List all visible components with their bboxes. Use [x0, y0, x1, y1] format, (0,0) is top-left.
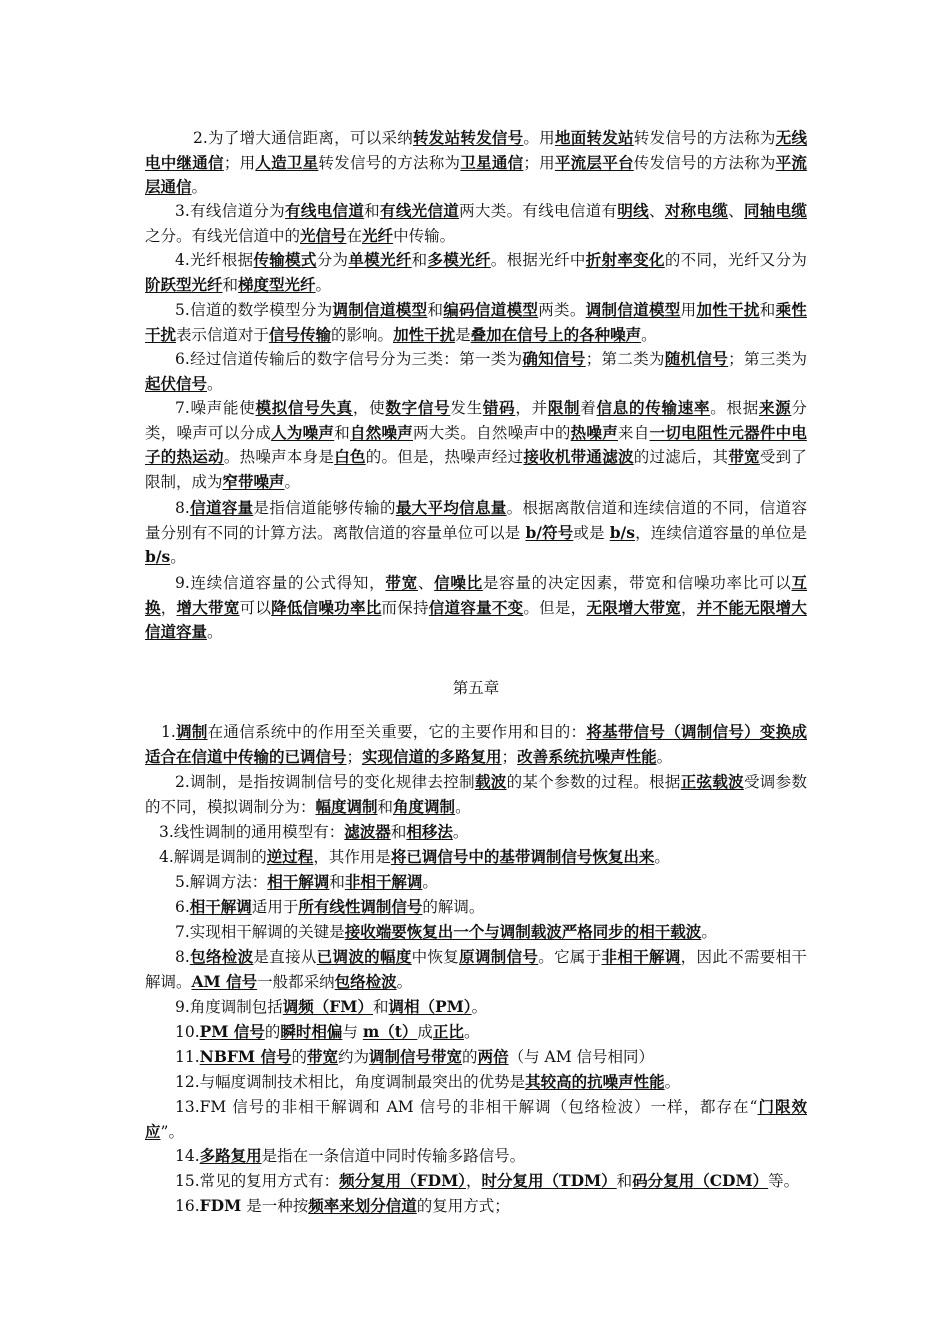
paragraph-text: 的影响。 — [331, 325, 394, 344]
paragraph-text: 和 — [390, 823, 407, 841]
paragraph-text: 中恢复 — [411, 948, 460, 966]
key-term: 最大平均信息量 — [395, 498, 507, 517]
key-term: 人造卫星 — [255, 152, 319, 172]
key-term: 多路复用 — [199, 1146, 262, 1165]
paragraph-text: 。 — [463, 1023, 480, 1041]
paragraph-text: 是容量的决定因素，带宽和信噪功率比可以 — [482, 574, 792, 592]
key-term: 非相干解调 — [344, 872, 423, 891]
key-term: 逆过程 — [266, 847, 314, 866]
paragraph-text: 。 — [654, 848, 670, 866]
paragraph-text: 之分。有线光信道中的 — [145, 226, 301, 245]
key-term: 原调制信号 — [459, 947, 539, 966]
key-term: 包络检波 — [189, 947, 254, 966]
paragraph-text: ， — [160, 598, 177, 617]
paragraph-text: 14. — [175, 1147, 200, 1165]
paragraph-text: 。 — [284, 472, 301, 491]
paragraph — [145, 496, 807, 570]
paragraph-text: 受调参数的不同，模拟调制分为： — [145, 773, 807, 816]
key-term: 正比 — [432, 1022, 464, 1041]
paragraph-text: 。 — [422, 873, 438, 891]
paragraph-text: 。 — [170, 548, 186, 566]
key-term: 起伏信号 — [145, 373, 208, 393]
paragraph — [145, 920, 807, 945]
paragraph-text: 1. — [161, 723, 176, 741]
paragraph-text: ，使 — [352, 399, 386, 417]
paragraph — [145, 995, 807, 1020]
paragraph — [145, 1070, 807, 1095]
paragraph-text: 。它属于 — [538, 948, 602, 966]
key-term: 已调波的幅度 — [316, 947, 412, 966]
paragraph-text: ；用 — [223, 153, 256, 172]
key-term: 信道容量不变 — [428, 597, 524, 617]
key-term: 带宽 — [307, 1047, 339, 1066]
paragraph-text: 转发信号的方法称为 — [318, 153, 461, 172]
paragraph — [145, 1020, 807, 1045]
paragraph-text: 的。但是，热噪声经过 — [365, 448, 524, 466]
key-term: 模拟信号失真 — [255, 398, 353, 417]
paragraph-text: 。 — [207, 374, 223, 393]
key-term: 其较高的抗噪声性能 — [525, 1072, 665, 1091]
paragraph-text: 的复用方式； — [416, 1197, 510, 1215]
key-term: 确知信号 — [522, 349, 586, 368]
key-term: 带宽 — [385, 573, 418, 592]
paragraph-text: 。 — [641, 325, 657, 344]
key-term: 瞬时相偏 — [280, 1022, 343, 1041]
paragraph-text: 。 — [315, 275, 332, 294]
key-term: 相移法 — [406, 822, 453, 841]
paragraph-text: 等。 — [768, 1172, 800, 1190]
key-term: 信噪比 — [434, 573, 483, 592]
paragraph-text: 是一种按 — [241, 1197, 309, 1215]
paragraph-text: 。 — [664, 1073, 681, 1091]
paragraph-text: 用 — [680, 301, 697, 319]
paragraph-text: 5.解调方法： — [175, 873, 268, 891]
paragraph-text: 来自 — [617, 423, 650, 442]
paragraph-text: 、 — [417, 574, 435, 592]
paragraph-text: 的某个参数的过程。根据 — [506, 773, 681, 791]
paragraph-text: 两类。 — [538, 301, 586, 319]
key-term: 调制 — [175, 722, 208, 741]
key-term: 无线电中继通信 — [145, 128, 807, 172]
key-term: 阶跃型光纤 — [145, 274, 223, 294]
paragraph-text: ，连续信道容量的单位是 — [634, 523, 807, 542]
paragraph-text: 一般都采纳 — [257, 972, 335, 991]
paragraph-text: 13.FM 信号的非相干解调和 AM 信号的非相干解调（包络检波）一样，都存在“ — [175, 1098, 758, 1116]
paragraph-text: 和 — [364, 202, 380, 220]
paragraph-text: 12.与幅度调制技术相比，角度调制最突出的优势是 — [175, 1073, 526, 1091]
key-term: 调制信道模型 — [585, 300, 681, 319]
key-term: 降低信噪功率比 — [271, 597, 382, 617]
key-term: 传输模式 — [253, 250, 317, 269]
paragraph-text: 。 — [452, 823, 469, 841]
key-term: 信道容量 — [189, 498, 254, 517]
key-term: 窄带噪声 — [222, 471, 285, 491]
paragraph-text: 是 — [455, 325, 471, 344]
paragraph — [145, 770, 807, 819]
key-term: 平流层平台 — [554, 152, 634, 172]
paragraph-text: 。 — [191, 178, 208, 196]
paragraph-text: 的 — [462, 1048, 478, 1066]
paragraph-text: 和 — [222, 275, 239, 294]
key-term: 白色 — [334, 447, 366, 466]
paragraph-text: 和 — [329, 873, 345, 891]
paragraph-text: 10. — [175, 1023, 200, 1041]
paragraph-text: 发生 — [450, 399, 483, 417]
key-term: 一切电阻性元器件中电子的热运动 — [145, 422, 807, 466]
paragraph-text: 和 — [427, 301, 444, 319]
key-term: 乘性干扰 — [145, 300, 807, 344]
paragraph — [145, 1095, 807, 1144]
key-term: 频率来划分信道 — [308, 1196, 417, 1215]
key-term: 互换 — [145, 573, 807, 617]
key-term: m（t） — [362, 1022, 418, 1041]
paragraph — [145, 248, 807, 297]
key-term: 改善系统抗噪声性能 — [517, 746, 657, 766]
paragraph-text: ；第三类为 — [728, 350, 807, 368]
paragraph-text: 16. — [175, 1197, 200, 1215]
paragraph-text: 的不同，光纤又分为 — [664, 251, 807, 269]
paragraph-text: 着 — [580, 399, 597, 417]
key-term: 多模光纤 — [427, 250, 491, 269]
key-term: PM 信号 — [199, 1022, 265, 1041]
paragraph-text: 8. — [175, 948, 190, 966]
paragraph-text: 5.信道的数学模型分为 — [175, 301, 333, 319]
paragraph-text: 4.解调是调制的 — [159, 848, 267, 866]
key-term: 地面转发站 — [554, 128, 634, 147]
paragraph-text: 在 — [346, 226, 363, 245]
paragraph — [145, 1169, 807, 1194]
paragraph-text: 、 — [728, 202, 744, 220]
paragraph-text: 是直接从 — [253, 948, 317, 966]
key-term: 对称电缆 — [664, 201, 729, 220]
key-term: 并不能无限增大信道容量 — [145, 597, 807, 641]
key-term: 门限效应 — [145, 1097, 807, 1141]
paragraph — [145, 396, 807, 494]
paragraph-text: ；第二类为 — [585, 350, 665, 368]
paragraph-text: 。根据 — [710, 399, 759, 417]
key-term: 叠加在信号上的各种噪声 — [470, 324, 642, 344]
bold-term: FDM — [199, 1196, 242, 1215]
paragraph-text: 2.为了增大通信距离，可以采纳 — [193, 129, 414, 147]
key-term: 来源 — [758, 398, 792, 417]
key-term: 人为噪声 — [271, 422, 335, 442]
key-term: 调相（PM） — [388, 997, 472, 1016]
key-term: 幅度调制 — [315, 796, 378, 816]
paragraph-text: 两大类。自然噪声中的 — [413, 423, 571, 442]
paragraph-text: 分类，噪声可以分成 — [145, 399, 807, 442]
paragraph — [145, 571, 807, 645]
paragraph-text: 。 — [455, 797, 471, 816]
key-term: 数字信号 — [385, 398, 451, 417]
key-term: 正弦载波 — [680, 772, 744, 791]
paragraph-text: 15.常见的复用方式有： — [175, 1172, 340, 1190]
paragraph-text: 11. — [175, 1048, 200, 1066]
key-term: 梯度型光纤 — [238, 274, 316, 294]
paragraph-text: 。 — [701, 923, 717, 941]
paragraph-text: ，其作用是 — [313, 848, 391, 866]
key-term: b/s — [609, 522, 635, 542]
paragraph-text: 可以 — [239, 598, 272, 617]
paragraph-text: 的过滤后，其 — [633, 448, 729, 466]
paragraph-text: ， — [681, 598, 697, 617]
paragraph-text: 、 — [649, 202, 665, 220]
paragraph-text: 和 — [411, 251, 428, 269]
key-term: 转发站转发信号 — [413, 128, 524, 147]
key-term: 错码 — [482, 398, 516, 417]
key-term: 信息的传输速率 — [596, 398, 711, 417]
chapter-heading: 第五章 — [452, 679, 500, 697]
paragraph-text: 是指信道能够传输的 — [253, 499, 396, 517]
paragraph-text: ；用 — [523, 153, 555, 172]
paragraph — [145, 1045, 807, 1070]
paragraph — [145, 945, 807, 994]
paragraph-text: 4.光纤根据 — [175, 251, 254, 269]
key-term: 非相干解调 — [601, 947, 681, 966]
key-term: 调制信道模型 — [332, 300, 428, 319]
key-term: 单模光纤 — [348, 250, 412, 269]
key-term: AM 信号 — [191, 971, 258, 991]
key-term: NBFM 信号 — [199, 1047, 292, 1066]
paragraph-text: 两大类。有线电信道有 — [459, 202, 618, 220]
paragraph-text: 转发信号的方法称为 — [633, 129, 776, 147]
paragraph-text: 9.连续信道容量的公式得知， — [175, 574, 386, 592]
paragraph-text: 传发信号的方法称为 — [633, 153, 776, 172]
paragraph-text: 约为 — [338, 1048, 370, 1066]
key-term: 自然噪声 — [349, 422, 414, 442]
key-term: 相干解调 — [267, 872, 330, 891]
paragraph-text: 。热噪声本身是 — [223, 448, 335, 466]
key-term: 平流层通信 — [145, 152, 807, 196]
paragraph-text: 中传输。 — [393, 226, 456, 245]
key-term: 角度调制 — [393, 796, 456, 816]
paragraph-text: 。用 — [523, 129, 555, 147]
key-term: 频分复用（FDM） — [339, 1171, 467, 1190]
key-term: 两倍 — [477, 1047, 509, 1066]
key-term: 同轴电缆 — [743, 201, 807, 220]
key-term: 滤波器 — [344, 822, 391, 841]
key-term: 卫星通信 — [460, 152, 524, 172]
paragraph — [145, 199, 807, 248]
key-term: 接收端要恢复出一个与调制载波严格同步的相干载波 — [344, 922, 702, 941]
key-term: 折射率变化 — [585, 250, 665, 269]
paragraph-text: 在通信系统中的作用至关重要，它的主要作用和目的： — [207, 723, 587, 741]
paragraph-text: 和 — [377, 797, 394, 816]
paragraph-text: 。根据光纤中 — [490, 251, 586, 269]
paragraph-text: 受到了限制，成为 — [145, 448, 807, 491]
paragraph-text: 成 — [417, 1023, 433, 1041]
paragraph-text: 。 — [656, 747, 673, 766]
key-term: 限制 — [547, 398, 581, 417]
paragraph-text: ，并 — [515, 399, 548, 417]
paragraph — [145, 845, 807, 870]
paragraph-text: 表示信道对于 — [176, 325, 270, 344]
paragraph-text: 的 — [291, 1048, 307, 1066]
key-term: b/符号 — [525, 522, 574, 542]
paragraph-text: 的解调。 — [422, 898, 485, 916]
key-term: 信号传输 — [269, 324, 332, 344]
key-term: 调制信号带宽 — [369, 1047, 463, 1066]
paragraph-text: 的 — [264, 1023, 281, 1041]
paragraph — [145, 895, 807, 920]
key-term: 有线光信道 — [380, 201, 460, 220]
paragraph-text: 8. — [175, 499, 190, 517]
key-term: 接收机带通滤波 — [523, 447, 634, 466]
paragraph-text: 是指在一条信道中同时传输多路信号。 — [261, 1147, 526, 1165]
key-term: 时分复用（TDM） — [481, 1171, 617, 1190]
paragraph-text: ， — [466, 1172, 482, 1190]
paragraph — [145, 820, 807, 845]
paragraph-text: 。 — [207, 623, 223, 641]
paragraph-text: 适用于 — [251, 898, 299, 916]
key-term: b/s — [145, 547, 171, 566]
paragraph-text: 和 — [616, 1172, 633, 1190]
paragraph-text: （与 AM 信号相同） — [508, 1048, 654, 1066]
paragraph-text: 。根据离散信道和连续信道的不同，信道容量分别有不同的计算方法。离散信道的容量单位可以是 — [145, 499, 807, 542]
paragraph-text: 与 — [342, 1023, 363, 1041]
paragraph-text: 或是 — [573, 523, 610, 542]
paragraph-text: 而保持 — [381, 598, 429, 617]
paragraph-text: 。但是， — [523, 598, 587, 617]
key-term: 相干解调 — [189, 897, 252, 916]
paragraph-text: 7.实现相干解调的关键是 — [175, 923, 345, 941]
paragraph — [145, 1144, 807, 1169]
key-term: 加性干扰 — [393, 324, 456, 344]
key-term: 光信号 — [300, 225, 347, 245]
paragraph-text: 和 — [372, 998, 389, 1016]
paragraph-text: 。 — [471, 998, 488, 1016]
paragraph-text: 6. — [175, 898, 190, 916]
key-term: 有线电信道 — [285, 201, 365, 220]
paragraph-text: 7.噪声能使 — [175, 399, 256, 417]
key-term: 包络检波 — [334, 971, 397, 991]
key-term: 实现信道的多路复用 — [362, 746, 502, 766]
key-term: 带宽 — [728, 447, 760, 466]
paragraph-text: 6.经过信道传输后的数字信号分为三类：第一类为 — [175, 350, 523, 368]
paragraph-text: ； — [346, 747, 363, 766]
key-term: 加性干扰 — [696, 300, 760, 319]
paragraph-text: 9.角度调制包括 — [175, 998, 283, 1016]
paragraph-text: ； — [501, 747, 518, 766]
paragraph — [145, 347, 807, 396]
paragraph — [145, 720, 807, 769]
key-term: 载波 — [474, 772, 507, 791]
key-term: 随机信号 — [664, 349, 729, 368]
paragraph-text: 3.有线信道分为 — [175, 202, 286, 220]
key-term: 将基带信号（调制信号）变换成适合在信道中传输的已调信号 — [145, 722, 807, 766]
paragraph — [145, 126, 807, 200]
key-term: 增大带宽 — [176, 597, 240, 617]
key-term: 码分复用（CDM） — [632, 1171, 769, 1190]
paragraph-text: 和 — [759, 301, 776, 319]
key-term: 明线 — [617, 201, 650, 220]
key-term: 热噪声 — [570, 422, 618, 442]
paragraph — [145, 298, 807, 347]
key-term: 将已调信号中的基带调制信号恢复出来 — [390, 847, 655, 866]
paragraph — [145, 870, 807, 895]
paragraph-text: 3.线性调制的通用模型有： — [159, 823, 345, 841]
paragraph-text: ”。 — [160, 1122, 184, 1141]
paragraph — [145, 1194, 807, 1219]
paragraph-text: 2.调制，是指按调制信号的变化规律去控制 — [175, 773, 475, 791]
key-term: 编码信道模型 — [443, 300, 539, 319]
paragraph-text: 。 — [396, 972, 413, 991]
key-term: 无限增大带宽 — [586, 597, 682, 617]
key-term: 所有线性调制信号 — [298, 897, 423, 916]
key-term: 调频（FM） — [282, 997, 373, 1016]
paragraph-text: 和 — [334, 423, 350, 442]
key-term: 光纤 — [362, 225, 394, 245]
paragraph-text: 分为 — [316, 251, 349, 269]
paragraph-text: ，因此不需要相干解调。 — [145, 948, 807, 991]
